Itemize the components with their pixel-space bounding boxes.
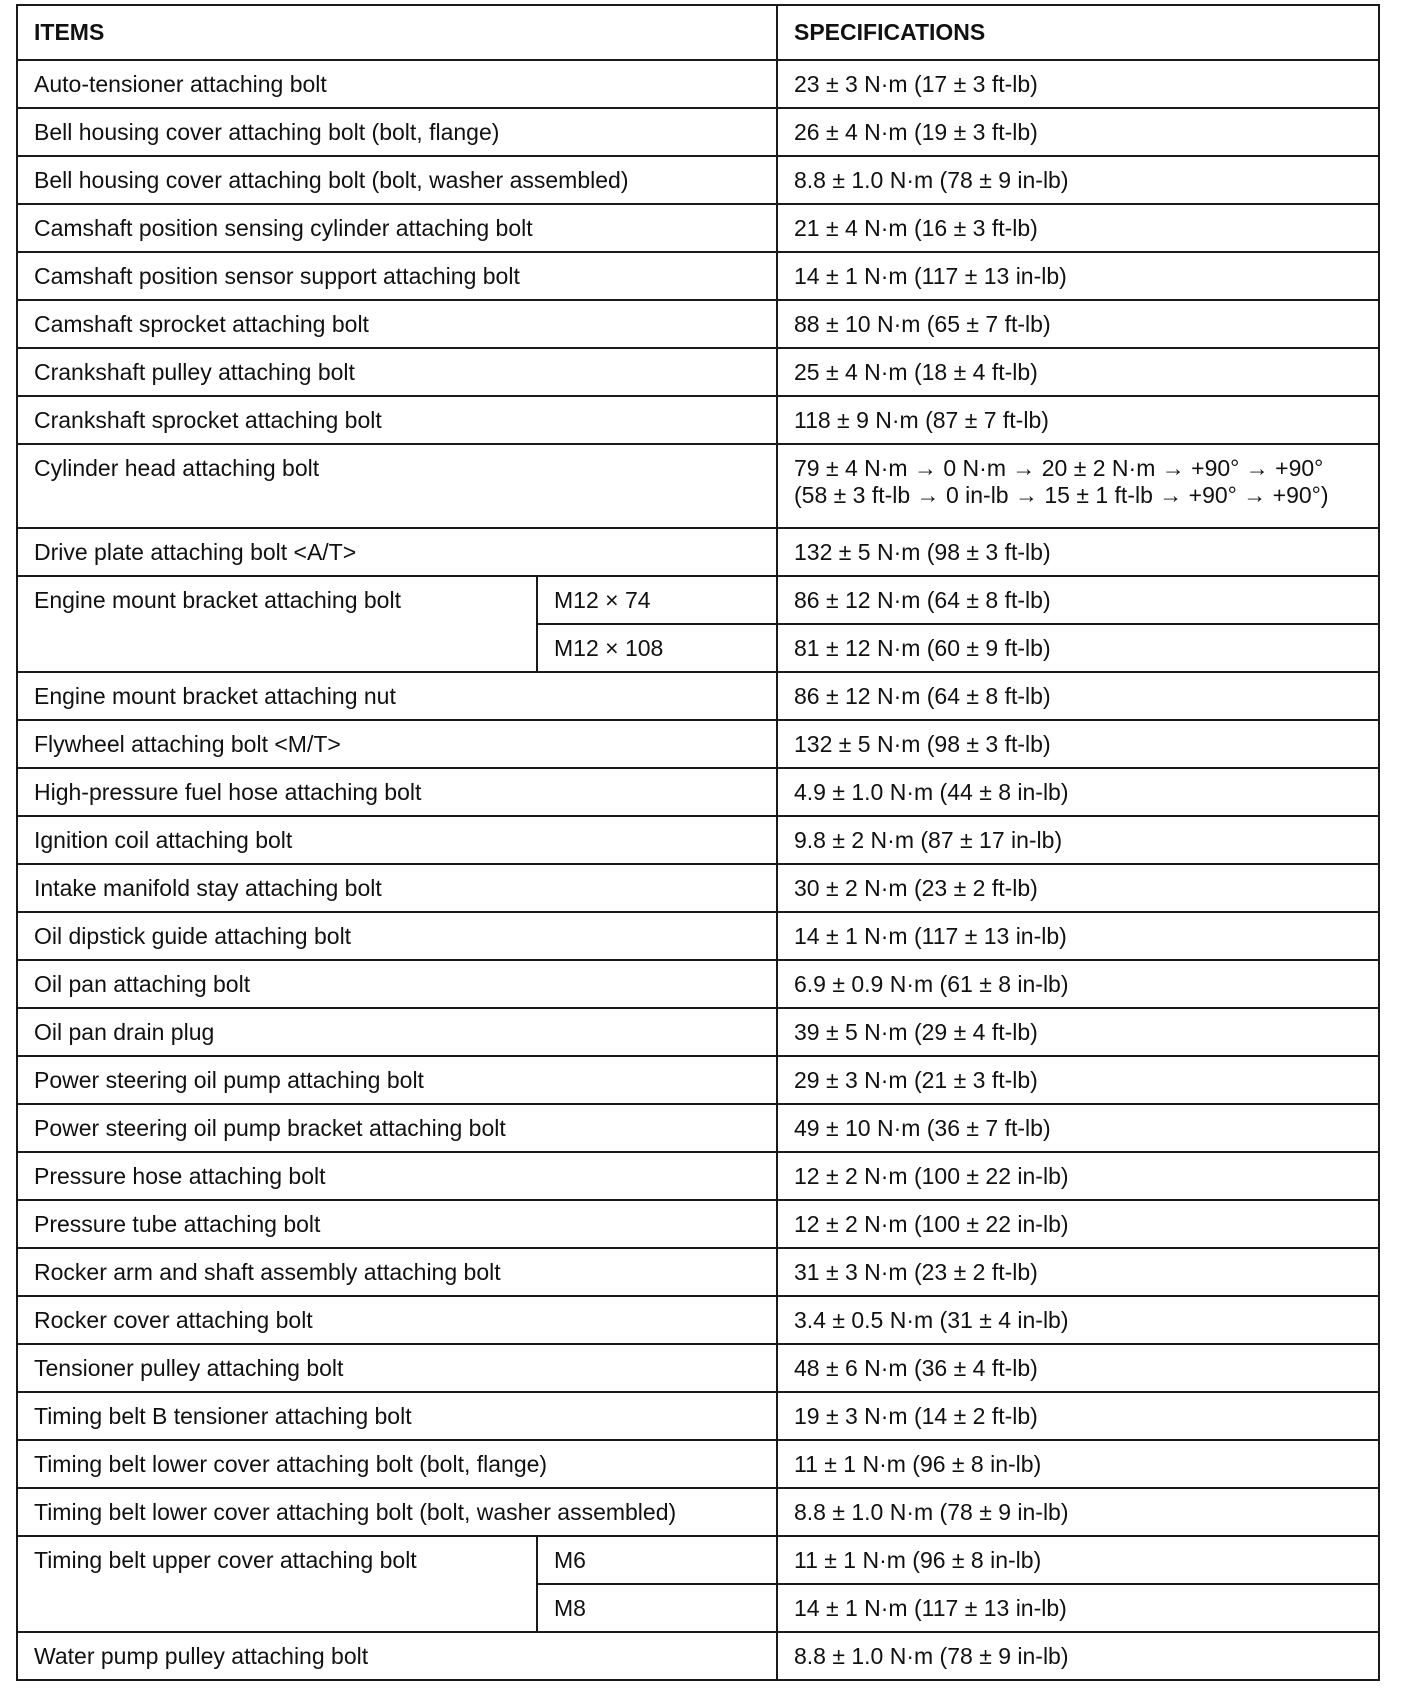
items-header: ITEMS — [17, 5, 777, 60]
spec-cell: 31 ± 3 N·m (23 ± 2 ft-lb) — [777, 1248, 1379, 1296]
table-row — [17, 156, 1379, 204]
spec-cell — [777, 444, 1379, 528]
item-cell: Crankshaft sprocket attaching bolt — [17, 396, 777, 444]
table-row — [17, 1632, 1379, 1680]
table-row — [17, 348, 1379, 396]
spec-cell: 25 ± 4 N·m (18 ± 4 ft-lb) — [777, 348, 1379, 396]
spec-cell: 4.9 ± 1.0 N·m (44 ± 8 in-lb) — [777, 768, 1379, 816]
spec-cell: 14 ± 1 N·m (117 ± 13 in-lb) — [777, 1584, 1379, 1632]
item-cell: Bell housing cover attaching bolt (bolt, washer assembled) — [17, 156, 777, 204]
item-cell: Drive plate attaching bolt <A/T> — [17, 528, 777, 576]
table-row — [17, 204, 1379, 252]
spec-cell: 118 ± 9 N·m (87 ± 7 ft-lb) — [777, 396, 1379, 444]
table-row — [17, 576, 1379, 624]
table-row — [17, 1008, 1379, 1056]
spec-cell: 8.8 ± 1.0 N·m (78 ± 9 in-lb) — [777, 1488, 1379, 1536]
spec-cell: 8.8 ± 1.0 N·m (78 ± 9 in-lb) — [777, 156, 1379, 204]
item-cell: Ignition coil attaching bolt — [17, 816, 777, 864]
spec-cell: 86 ± 12 N·m (64 ± 8 ft-lb) — [777, 576, 1379, 624]
spec-cell: 81 ± 12 N·m (60 ± 9 ft-lb) — [777, 624, 1379, 672]
table-row — [17, 960, 1379, 1008]
item-cell: Timing belt upper cover attaching bolt — [17, 1536, 537, 1632]
item-cell: Camshaft position sensing cylinder attaching bolt — [17, 204, 777, 252]
item-cell: Timing belt lower cover attaching bolt (bolt, flange) — [17, 1440, 777, 1488]
item-cell: Auto-tensioner attaching bolt — [17, 60, 777, 108]
spec-cell: 30 ± 2 N·m (23 ± 2 ft-lb) — [777, 864, 1379, 912]
table-row — [17, 1056, 1379, 1104]
item-cell: Timing belt lower cover attaching bolt (bolt, washer assembled) — [17, 1488, 777, 1536]
specifications-header: SPECIFICATIONS — [777, 5, 1379, 60]
item-cell: Rocker arm and shaft assembly attaching bolt — [17, 1248, 777, 1296]
item-cell: Bell housing cover attaching bolt (bolt, flange) — [17, 108, 777, 156]
table-row — [17, 60, 1379, 108]
table-row — [17, 252, 1379, 300]
spec-cell: 6.9 ± 0.9 N·m (61 ± 8 in-lb) — [777, 960, 1379, 1008]
size-cell: M8 — [537, 1584, 777, 1632]
table-row — [17, 1248, 1379, 1296]
item-cell: Power steering oil pump bracket attaching bolt — [17, 1104, 777, 1152]
item-cell: Pressure hose attaching bolt — [17, 1152, 777, 1200]
spec-cell: 132 ± 5 N·m (98 ± 3 ft-lb) — [777, 528, 1379, 576]
table-row — [17, 1488, 1379, 1536]
header-row — [17, 5, 1379, 60]
table-row — [17, 816, 1379, 864]
spec-cell: 23 ± 3 N·m (17 ± 3 ft-lb) — [777, 60, 1379, 108]
table-row — [17, 1440, 1379, 1488]
spec-cell: 8.8 ± 1.0 N·m (78 ± 9 in-lb) — [777, 1632, 1379, 1680]
item-cell: Tensioner pulley attaching bolt — [17, 1344, 777, 1392]
item-cell: Engine mount bracket attaching nut — [17, 672, 777, 720]
spec-cell: 14 ± 1 N·m (117 ± 13 in-lb) — [777, 252, 1379, 300]
item-cell: Oil pan drain plug — [17, 1008, 777, 1056]
size-cell: M12 × 74 — [537, 576, 777, 624]
spec-cell: 26 ± 4 N·m (19 ± 3 ft-lb) — [777, 108, 1379, 156]
spec-cell: 11 ± 1 N·m (96 ± 8 in-lb) — [777, 1440, 1379, 1488]
table-row — [17, 528, 1379, 576]
spec-cell: 39 ± 5 N·m (29 ± 4 ft-lb) — [777, 1008, 1379, 1056]
table-row — [17, 1392, 1379, 1440]
table-row — [17, 672, 1379, 720]
item-cell: Rocker cover attaching bolt — [17, 1296, 777, 1344]
item-cell: Camshaft sprocket attaching bolt — [17, 300, 777, 348]
table-row — [17, 300, 1379, 348]
table-row — [17, 864, 1379, 912]
table-row — [17, 108, 1379, 156]
size-cell: M6 — [537, 1536, 777, 1584]
spec-cell: 49 ± 10 N·m (36 ± 7 ft-lb) — [777, 1104, 1379, 1152]
spec-cell: 9.8 ± 2 N·m (87 ± 17 in-lb) — [777, 816, 1379, 864]
table-row — [17, 720, 1379, 768]
spec-cell: 29 ± 3 N·m (21 ± 3 ft-lb) — [777, 1056, 1379, 1104]
item-cell: Intake manifold stay attaching bolt — [17, 864, 777, 912]
spec-line-imperial: (58 ± 3 ft-lb → 0 in-lb → 15 ± 1 ft-lb → +90° → +90°) — [794, 482, 1329, 508]
table-row — [17, 768, 1379, 816]
spec-cell: 12 ± 2 N·m (100 ± 22 in-lb) — [777, 1152, 1379, 1200]
torque-spec-table — [16, 4, 1380, 1681]
spec-cell: 12 ± 2 N·m (100 ± 22 in-lb) — [777, 1200, 1379, 1248]
spec-cell: 19 ± 3 N·m (14 ± 2 ft-lb) — [777, 1392, 1379, 1440]
item-cell: Cylinder head attaching bolt — [17, 444, 777, 528]
size-cell: M12 × 108 — [537, 624, 777, 672]
item-cell: Camshaft position sensor support attaching bolt — [17, 252, 777, 300]
table-row — [17, 1536, 1379, 1584]
spec-cell: 3.4 ± 0.5 N·m (31 ± 4 in-lb) — [777, 1296, 1379, 1344]
table-row — [17, 1200, 1379, 1248]
item-cell: Oil pan attaching bolt — [17, 960, 777, 1008]
item-cell: Flywheel attaching bolt <M/T> — [17, 720, 777, 768]
table-row — [17, 912, 1379, 960]
item-cell: Power steering oil pump attaching bolt — [17, 1056, 777, 1104]
item-cell: Oil dipstick guide attaching bolt — [17, 912, 777, 960]
spec-cell: 11 ± 1 N·m (96 ± 8 in-lb) — [777, 1536, 1379, 1584]
spec-cell: 21 ± 4 N·m (16 ± 3 ft-lb) — [777, 204, 1379, 252]
spec-cell: 88 ± 10 N·m (65 ± 7 ft-lb) — [777, 300, 1379, 348]
table-row — [17, 396, 1379, 444]
table-row — [17, 1344, 1379, 1392]
table-row — [17, 444, 1379, 528]
item-cell: Engine mount bracket attaching bolt — [17, 576, 537, 672]
item-cell: Crankshaft pulley attaching bolt — [17, 348, 777, 396]
spec-line-nm: 79 ± 4 N·m → 0 N·m → 20 ± 2 N·m → +90° → +90° — [794, 455, 1324, 481]
table-row — [17, 1152, 1379, 1200]
table-row — [17, 1296, 1379, 1344]
item-cell: Timing belt B tensioner attaching bolt — [17, 1392, 777, 1440]
spec-cell: 48 ± 6 N·m (36 ± 4 ft-lb) — [777, 1344, 1379, 1392]
item-cell: Pressure tube attaching bolt — [17, 1200, 777, 1248]
item-cell: High-pressure fuel hose attaching bolt — [17, 768, 777, 816]
item-cell: Water pump pulley attaching bolt — [17, 1632, 777, 1680]
spec-cell: 14 ± 1 N·m (117 ± 13 in-lb) — [777, 912, 1379, 960]
table-row — [17, 1104, 1379, 1152]
spec-cell: 86 ± 12 N·m (64 ± 8 ft-lb) — [777, 672, 1379, 720]
spec-cell: 132 ± 5 N·m (98 ± 3 ft-lb) — [777, 720, 1379, 768]
